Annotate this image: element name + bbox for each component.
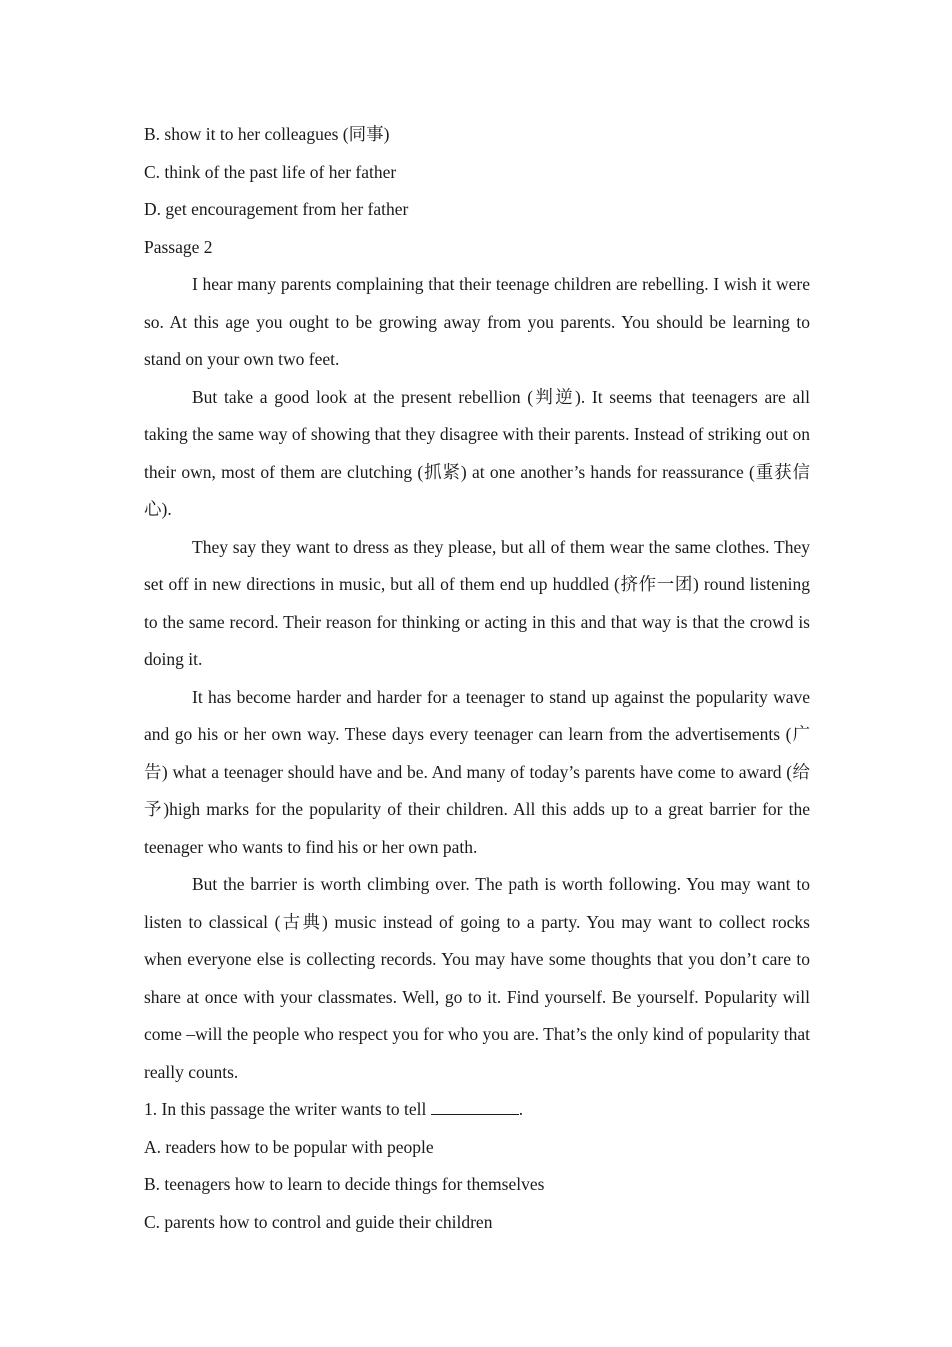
question-stem-end: . — [518, 1099, 524, 1119]
paragraph-2: But take a good look at the present rebellion (判逆). It seems that teenagers are all taking the same way of showing that they disagree with their parents. Instead of striking out on their own, most of them are clutching (抓紧) at one another’s hands for reassurance (重获信心). — [144, 386, 810, 519]
paragraph-3: They say they want to dress as they please, but all of them wear the same clothes. They set off in new directions in music, but all of them end up huddled (挤作一团) round listening to the same record. Their reason for thinking or acting in this and that way is that the crowd is doing it. — [144, 536, 810, 669]
passage-heading: Passage 2 — [144, 236, 213, 257]
paragraph-4: It has become harder and harder for a teenager to stand up against the popularity wave and go his or her own way. These days every teenager can learn from the advertisements (广告) what a teenager should have and be. And many of today’s parents have come to award (给予)high marks for the popularity of their children. All this adds up to a great barrier for the teenager who wants to find his or her own path. — [144, 686, 810, 857]
option-a: A. readers how to be popular with people — [144, 1136, 434, 1157]
paragraph-5: But the barrier is worth climbing over. The path is worth following. You may want to listen to classical (古典) music instead of going to a party. You may want to collect rocks when everyone else is collecting records. You may have some thoughts that you don’t care to share at once with your classmates. Well, go to it. Find yourself. Be yourself. Popularity will come –will the people who respect you for who you are. That’s the only kind of popularity that really counts. — [144, 874, 810, 1082]
prev-option-c: C. think of the past life of her father — [144, 161, 397, 182]
question-stem — [144, 1091, 810, 1129]
option-b: B. teenagers how to learn to decide things for themselves — [144, 1174, 545, 1194]
prev-option-b: B. show it to her colleagues (同事) — [144, 124, 390, 144]
prev-option-d: D. get encouragement from her father — [144, 199, 409, 219]
document-page — [144, 116, 810, 1241]
paragraph-1: I hear many parents complaining that their teenage children are rebelling. I wish it were so. At this age you ought to be growing away from you parents. You should be learning to stand on your own two feet. — [144, 274, 810, 369]
option-c: C. parents how to control and guide their children — [144, 1211, 493, 1232]
answer-blank — [431, 1100, 519, 1115]
question-stem-text: 1. In this passage the writer wants to tell — [144, 1099, 427, 1119]
